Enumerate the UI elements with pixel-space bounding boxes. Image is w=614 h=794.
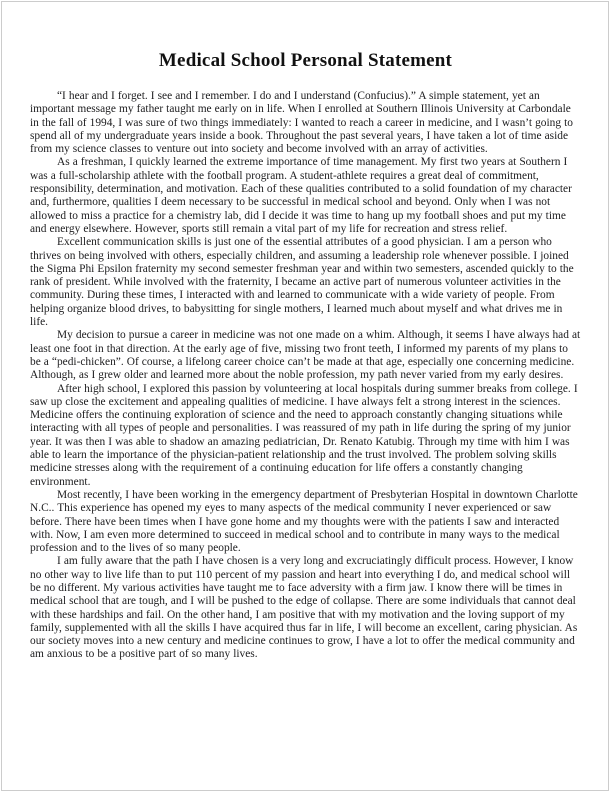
document-content — [2, 2, 608, 662]
document-page — [1, 1, 609, 791]
document-body — [30, 90, 581, 662]
paragraph: My decision to pursue a career in medicine was not one made on a whim. Although, it seems I have always had at least one foot in that direction. At the early age of five, missing two front teeth, I informed my parents of my plans to be a “pedi-chicken”. Of course, a lifelong career choice can’t be made at that age, especially one concerning medicine. Although, as I grew older and learned more about the noble profession, my path never varied from my early desires. — [30, 329, 581, 382]
paragraph: I am fully aware that the path I have chosen is a very long and excruciatingly difficult process. However, I know no other way to live life than to put 110 percent of my passion and heart into everything I do, and medical school will be no different. My various activities have taught me to face adversity with a firm jaw. I know there will be times in medical school that are tough, and I will be pushed to the edge of collapse. There are some individuals that cannot deal with these hardships and fail. On the other hand, I am positive that with my motivation and the loving support of my family, supplemented with all the skills I have acquired thus far in life, I will become an excellent, caring physician. As our society moves into a new century and medicine continues to grow, I have a lot to offer the medical community and am anxious to be a positive part of so many lives. — [30, 555, 578, 661]
paragraph: Excellent communication skills is just one of the essential attributes of a good physician. I am a person who thrives on being involved with others, especially children, and assuming a leadership role whenever possible. I joined the Sigma Phi Epsilon fraternity my second semester freshman year and within two semesters, ascended quickly to the rank of president. While involved with the fraternity, I became an active part of numerous volunteer activities in the community. During these times, I interacted with and learned to communicate with a wide variety of people. From helping organize blood drives, to babysitting for single mothers, I learned much about myself and what drives me in life. — [30, 236, 574, 329]
paragraph: As a freshman, I quickly learned the extreme importance of time management. My first two years at Southern I was a full-scholarship athlete with the football program. A student-athlete requires a great deal of commitment, responsibility, determination, and motivation. Each of these qualities contributed to a solid foundation of my character and, furthermore, qualities I deem necessary to be successful in medical school and beyond. Only when I was not allowed to miss a practice for a chemistry lab, did I decide it was time to hang up my football shoes and put my time and energy elsewhere. However, sports still remain a vital part of my life for recreation and stress relief. — [30, 156, 572, 235]
paragraph: Most recently, I have been working in the emergency department of Presbyterian Hospital in downtown Charlotte N.C.. This experience has opened my eyes to many aspects of the medical community I never experienced or saw before. There have been times when I have gone home and my thoughts were with the patients I saw and interacted with. Now, I am even more determined to succeed in medical school and to contribute in many ways to the medical profession and to the lives of so many people. — [30, 488, 578, 555]
paragraph: After high school, I explored this passion by volunteering at local hospitals during summer breaks from college. I saw up close the excitement and appealing qualities of medicine. I have always felt a strong interest in the sciences. Medicine offers the continuing exploration of science and the need to approach constantly changing situations while interacting with all types of people and personalities. I was reassured of my path in life during the spring of my junior year. It was then I was able to shadow an amazing pediatrician, Dr. Renato Katubig. Through my time with him I was able to learn the importance of the physician-patient relationship and the trust involved. The problem solving skills medicine stresses along with the requirement of a continuing education for life offers a constantly changing environment. — [30, 382, 578, 488]
page-title: Medical School Personal Statement — [158, 50, 453, 71]
paragraph: “I hear and I forget. I see and I remember. I do and I understand (Confucius).” A simple statement, yet an important message my father taught me early on in life. When I enrolled at Southern Illinois University at Carbondale in the fall of 1994, I was sure of two things immediately: I wanted to reach a career in medicine, and I wasn’t going to spend all of my undergraduate years inside a book. Throughout the past several years, I have taken a lot of time aside from my science classes to venture out into society and become involved with an array of activities. — [30, 90, 573, 156]
